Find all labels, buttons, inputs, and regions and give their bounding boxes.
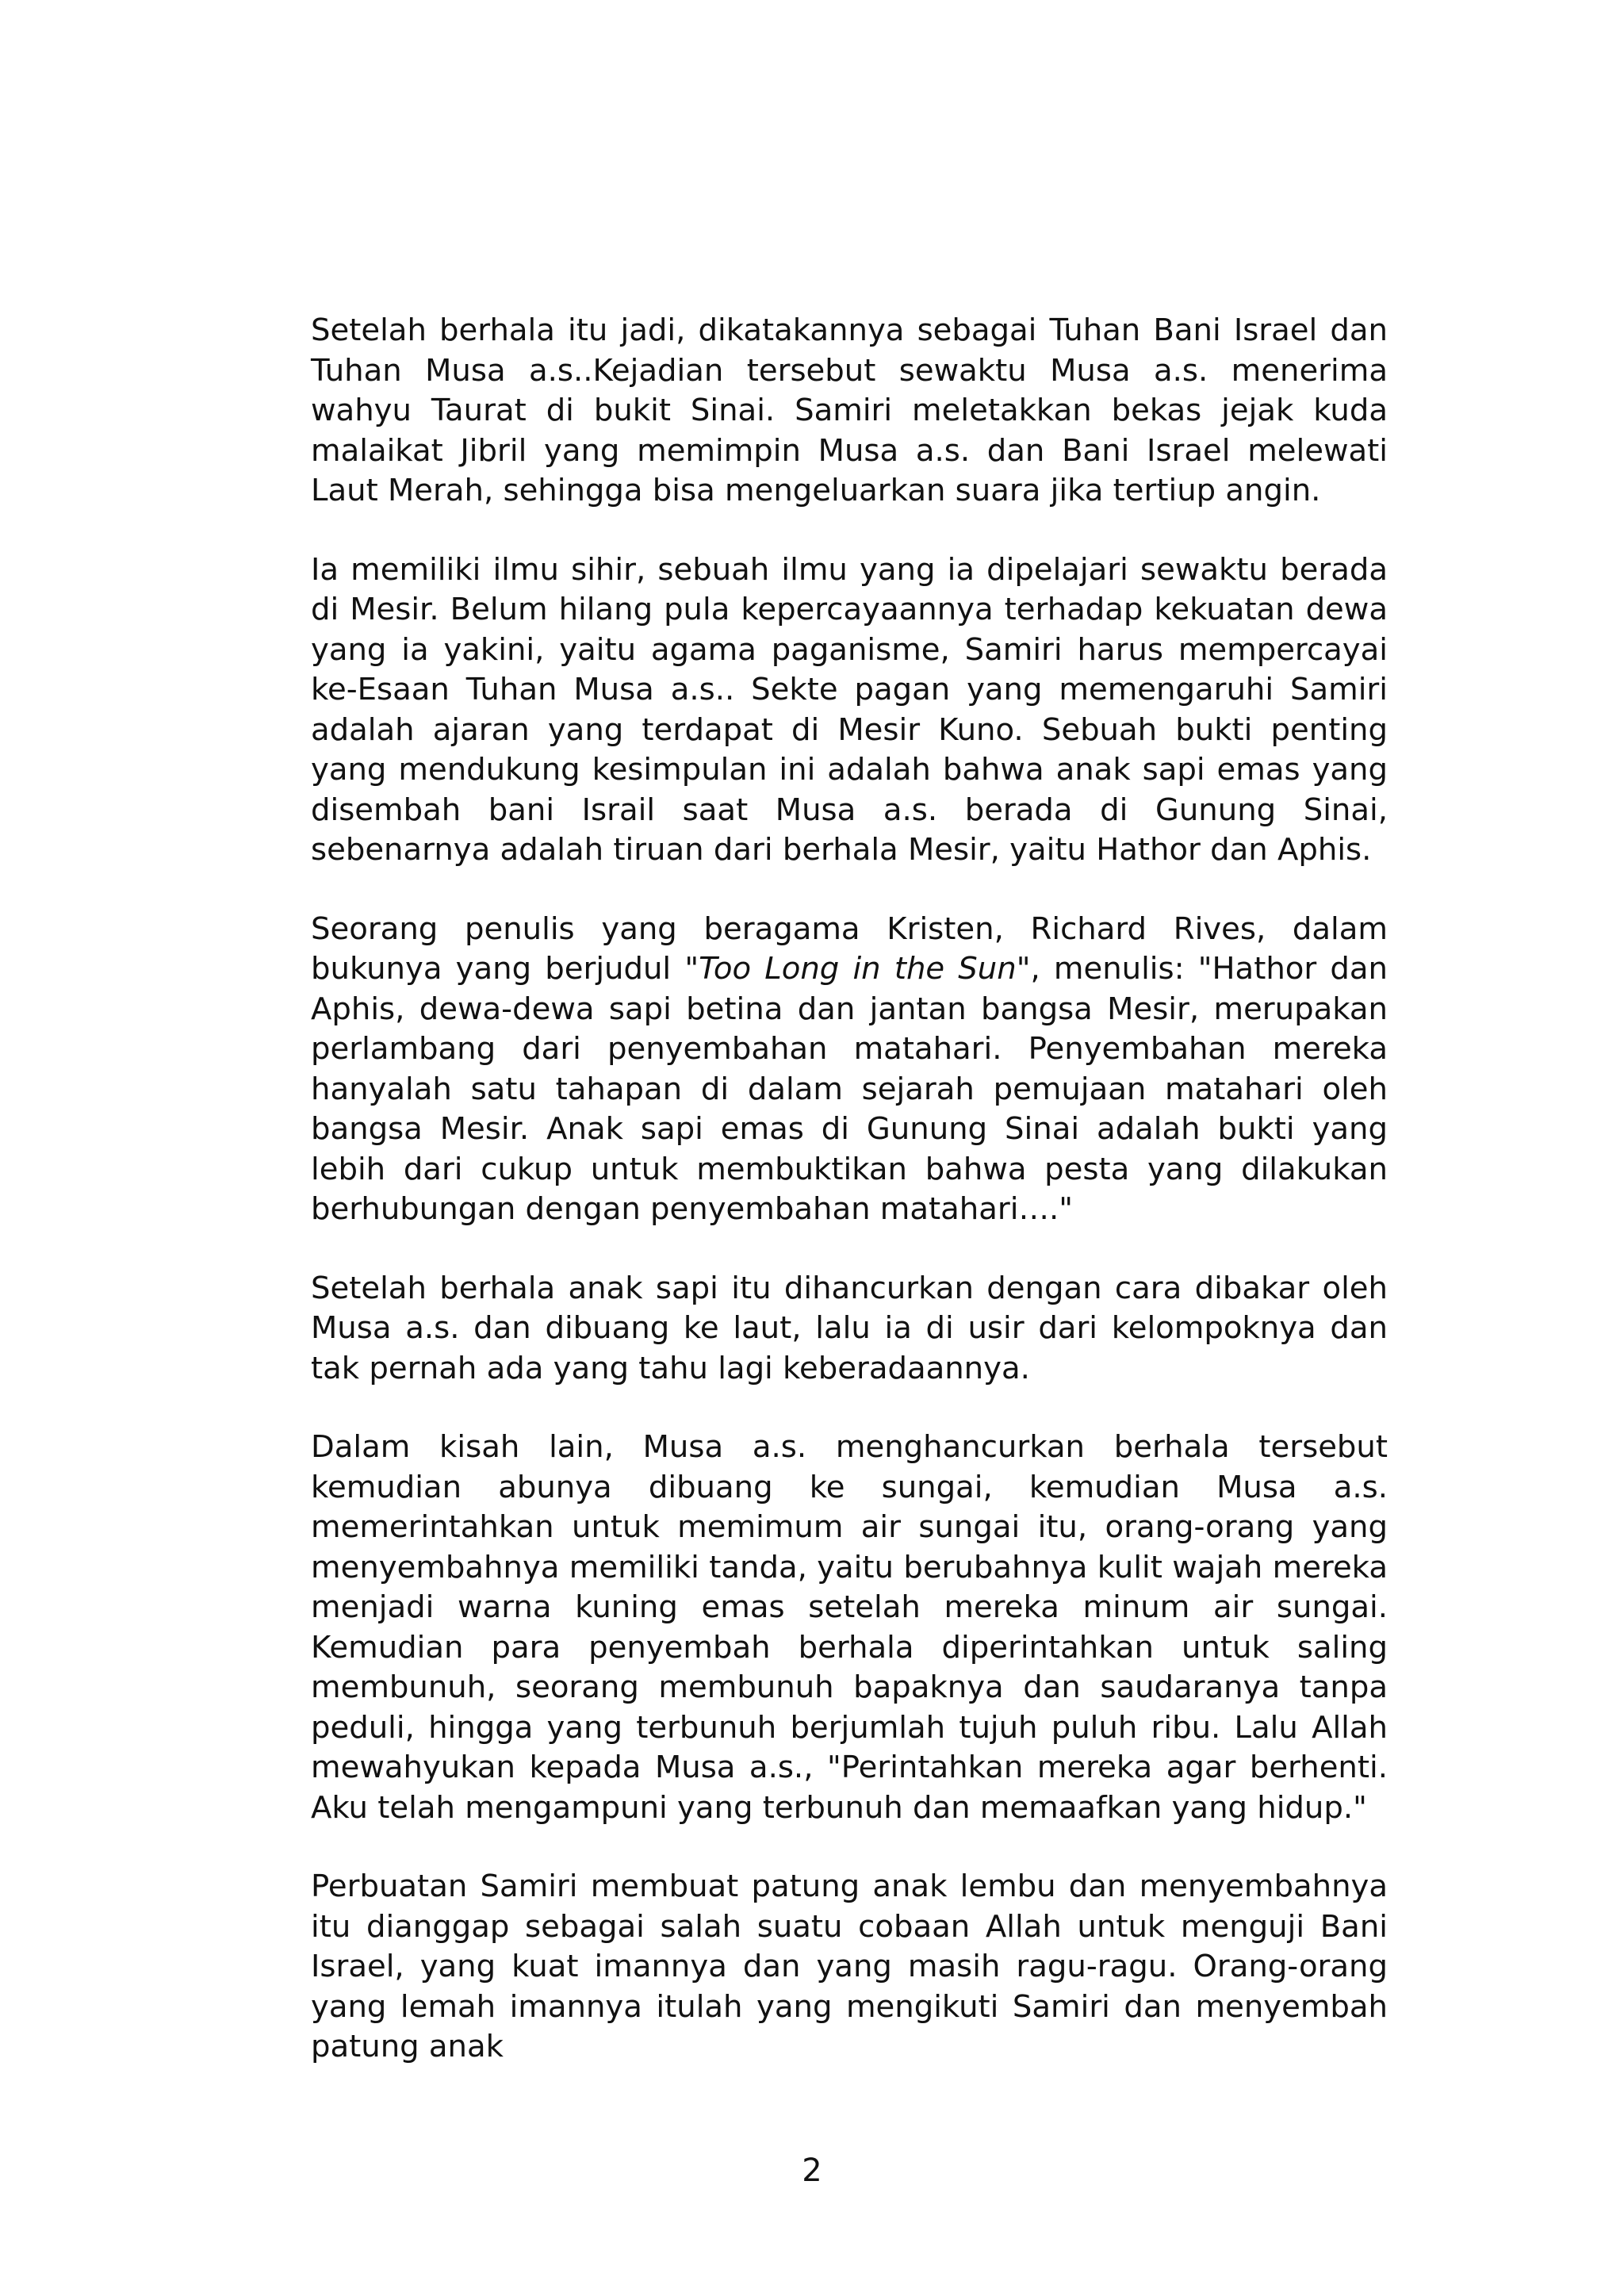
paragraph-1: Setelah berhala itu jadi, dikatakannya sebagai Tuhan Bani Israel dan Tuhan Musa a.s..Kejadian tersebut sewaktu Musa a.s. menerima wahyu Taurat di bukit Sinai. Samiri meletakkan bekas jejak kuda malaikat Jibril yang memimpin Musa a.s. dan Bani Israel melewati Laut Merah, sehingga bisa mengeluarkan suara jika tertiup angin. [311,312,1388,508]
book-title: "Too Long in the Sun" [684,951,1031,987]
paragraph-3-text-before: Seorang penulis yang beragama Kristen, Richard Rives, dalam bukunya yang berjudul [311,910,1388,987]
page-number: 2 [802,2152,822,2189]
paragraph-5: Dalam kisah lain, Musa a.s. menghancurkan berhala tersebut kemudian abunya dibuang ke sungai, kemudian Musa a.s. memerintahkan untuk memimum air sungai itu, orang-orang yang menyembahnya memiliki tanda, yaitu berubahnya kulit wajah mereka menjadi warna kuning emas setelah mereka minum air sungai. Kemudian para penyembah berhala diperintahkan untuk saling membunuh, seorang membunuh bapaknya dan saudaranya tanpa peduli, hingga yang terbunuh berjumlah tujuh puluh ribu. Lalu Allah mewahyukan kepada Musa a.s., "Perintahkan mereka agar berhenti. Aku telah mengampuni yang terbunuh dan memaafkan yang hidup." [311,1429,1388,1826]
paragraph-4: Setelah berhala anak sapi itu dihancurkan dengan cara dibakar oleh Musa a.s. dan dibuang ke laut, lalu ia di usir dari kelompoknya dan tak pernah ada yang tahu lagi keberadaannya. [311,1270,1388,1386]
paragraph-3 [311,910,1388,1230]
paragraph-3-text-after: , menulis: "Hathor dan Aphis, dewa-dewa sapi betina dan jantan bangsa Mesir, merupakan perlambang dari penyembahan matahari. Penyembahan mereka hanyalah satu tahapan di dalam sejarah pemujaan matahari oleh bangsa Mesir. Anak sapi emas di Gunung Sinai adalah bukti yang lebih dari cukup untuk membuktikan bahwa pesta yang dilakukan berhubungan dengan penyembahan matahari…." [311,951,1388,1227]
paragraph-2: Ia memiliki ilmu sihir, sebuah ilmu yang ia dipelajari sewaktu berada di Mesir. Belum hilang pula kepercayaannya terhadap kekuatan dewa yang ia yakini, yaitu agama paganisme, Samiri harus mempercayai ke-Esaan Tuhan Musa a.s.. Sekte pagan yang memengaruhi Samiri adalah ajaran yang terdapat di Mesir Kuno. Sebuah bukti penting yang mendukung kesimpulan ini adalah bahwa anak sapi emas yang disembah bani Israil saat Musa a.s. berada di Gunung Sinai, sebenarnya adalah tiruan dari berhala Mesir, yaitu Hathor dan Aphis. [311,551,1388,868]
paragraph-6: Perbuatan Samiri membuat patung anak lembu dan menyembahnya itu dianggap sebagai salah suatu cobaan Allah untuk menguji Bani Israel, yang kuat imannya dan yang masih ragu-ragu. Orang-orang yang lemah imannya itulah yang mengikuti Samiri dan menyembah patung anak [311,1869,1388,2064]
page-body [311,311,1388,2068]
